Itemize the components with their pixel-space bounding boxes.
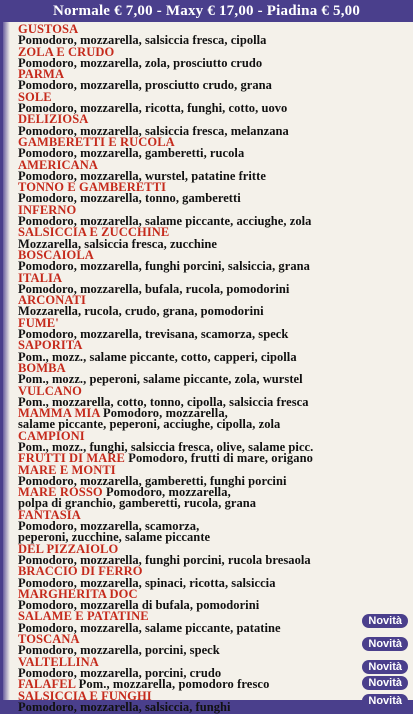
pizza-name-text: ZOLA E CRUDO bbox=[18, 44, 115, 59]
pizza-name-text: CAMPIONI bbox=[18, 428, 85, 443]
pizza-entry bbox=[18, 611, 410, 634]
price-header: Normale € 7,00 - Maxy € 17,00 - Piadina € 5,00 bbox=[0, 0, 413, 22]
pizza-entry bbox=[18, 654, 410, 680]
pizza-name-text: MAMMA MIA bbox=[18, 406, 100, 421]
pizza-description: Pomodoro, mozzarella, tonno, gamberetti bbox=[18, 191, 241, 206]
pizza-entry bbox=[18, 69, 410, 92]
pizza-description: Mozzarella, salsiccia fresca, zucchine bbox=[18, 236, 217, 251]
pizza-name-text: INFERNO bbox=[18, 202, 77, 217]
pizza-description: Pom., mozz., funghi, salsiccia fresca, olive, salame picc. bbox=[18, 439, 314, 454]
pizza-description: Pomodoro, mozzarella, porcini, crudo bbox=[18, 665, 222, 680]
pizza-entry bbox=[18, 202, 410, 229]
pizza-entry bbox=[18, 566, 410, 589]
pizza-list bbox=[18, 24, 410, 713]
novita-badge: Novità bbox=[362, 614, 408, 628]
pizza-entry bbox=[18, 247, 410, 274]
pizza-name-text: FRUTTI DI MARE bbox=[18, 451, 125, 466]
pizza-description: salame piccante, peperoni, acciughe, cipolla, zola bbox=[18, 417, 281, 432]
pizza-entry bbox=[18, 270, 410, 296]
pizza-description: Pomodoro, mozzarella, ricotta, funghi, cotto, uovo bbox=[18, 101, 288, 116]
pizza-description: Pomodoro, mozzarella, salsiccia fresca, melanzana bbox=[18, 123, 289, 138]
pizza-entry bbox=[18, 487, 410, 510]
pizza-entry bbox=[18, 157, 410, 183]
pizza-name-text: DEL PIZZAIOLO bbox=[18, 541, 119, 556]
novita-badge: Novità bbox=[362, 694, 408, 708]
pizza-name-text: ARCONATI bbox=[18, 293, 86, 308]
pizza-name-text: DELIZIOSA bbox=[18, 112, 89, 127]
pizza-description: Pomodoro, mozzarella, porcini, speck bbox=[18, 643, 220, 658]
pizza-name-text: VULCANO bbox=[18, 383, 82, 398]
pizza-name-text: SAPORITA bbox=[18, 338, 83, 353]
menu-paper bbox=[0, 22, 413, 714]
pizza-name-text: BOSCAIOLA bbox=[18, 247, 94, 262]
pizza-name-text: SOLE bbox=[18, 89, 52, 104]
pizza-entry bbox=[18, 507, 410, 545]
pizza-description: Pom., mozz., salame piccante, cotto, capperi, cipolla bbox=[18, 349, 297, 364]
pizza-description: Pomodoro, mozzarella, salame piccante, acciughe, zola bbox=[18, 214, 312, 229]
novita-badge: Novità bbox=[362, 637, 408, 651]
pizza-description: Pomodoro, mozzarella, zola, prosciutto crudo bbox=[18, 55, 263, 70]
pizza-name-text: GAMBERETTI E RUCOLA bbox=[18, 134, 175, 149]
pizza-description: polpa di granchio, gamberetti, rucola, grana bbox=[18, 496, 257, 511]
pizza-name-text: FALAFEL bbox=[18, 677, 76, 692]
pizza-name-text: MARE E MONTI bbox=[18, 462, 116, 477]
pizza-description: Pomodoro, mozzarella, scamorza, bbox=[18, 519, 200, 534]
pizza-description: Pomodoro, mozzarella, spinaci, ricotta, salsiccia bbox=[18, 575, 276, 590]
pizza-entry bbox=[18, 182, 410, 205]
pizza-entry bbox=[18, 634, 410, 657]
pizza-name-text: BOMBA bbox=[18, 360, 66, 375]
pizza-inline-description: Pomodoro, mozzarella, bbox=[105, 485, 231, 500]
pizza-description: Pomodoro, mozzarella, trevisana, scamorza, speck bbox=[18, 327, 289, 342]
pizza-name-text: SALSICCIA E FUNGHI bbox=[18, 688, 152, 703]
pizza-name-text: MARE ROSSO bbox=[18, 485, 103, 500]
pizza-entry bbox=[18, 315, 410, 342]
pizza-name-text: FUME' bbox=[18, 315, 59, 330]
pizza-inline-description: Pomodoro, frutti di mare, origano bbox=[128, 451, 313, 466]
pizza-entry bbox=[18, 586, 410, 613]
pizza-name-text: PARMA bbox=[18, 67, 65, 82]
pizza-name-text: BRACCIO DI FERRO bbox=[18, 564, 143, 579]
pizza-name-text: TOSCANA bbox=[18, 632, 80, 647]
pizza-description-continued: peperoni, zucchine, salame piccante bbox=[18, 530, 211, 545]
pizza-description: Mozzarella, rucola, crudo, grana, pomodorini bbox=[18, 304, 264, 319]
pizza-entry bbox=[18, 24, 410, 47]
pizza-entry bbox=[18, 428, 410, 454]
pizza-name-text: GUSTOSA bbox=[18, 22, 79, 36]
pizza-entry bbox=[18, 340, 410, 363]
pizza-entry bbox=[18, 383, 410, 409]
pizza-description: Pom., mozz., peperoni, salame piccante, zola, wurstel bbox=[18, 372, 303, 387]
novita-badge: Novità bbox=[362, 660, 408, 674]
pizza-entry bbox=[18, 114, 410, 137]
pizza-description: Pomodoro, mozzarella, salame piccante, patatine bbox=[18, 620, 281, 635]
pizza-entry bbox=[18, 134, 410, 161]
pizza-description: Pomodoro, mozzarella, wurstel, patatine fritte bbox=[18, 168, 266, 183]
pizza-entry bbox=[18, 541, 410, 567]
paper-edge bbox=[0, 22, 10, 700]
pizza-description: Pomodoro, mozzarella, bufala, rucola, pomodorini bbox=[18, 281, 290, 296]
pizza-name-text: SALSICCIA E ZUCCHINE bbox=[18, 225, 170, 240]
pizza-entry bbox=[18, 688, 410, 714]
pizza-description: Pomodoro, mozzarella, gamberetti, funghi porcini bbox=[18, 473, 287, 488]
pizza-name-text: ITALIA bbox=[18, 270, 63, 285]
pizza-name-text: FANTASIA bbox=[18, 507, 81, 522]
pizza-entry bbox=[18, 44, 410, 70]
pizza-entry bbox=[18, 462, 410, 488]
pizza-entry bbox=[18, 408, 410, 431]
pizza-description: Pomodoro, mozzarella, funghi porcini, salsiccia, grana bbox=[18, 259, 310, 274]
pizza-name-text: AMERICANA bbox=[18, 157, 99, 172]
pizza-description: Pomodoro, mozzarella, gamberetti, rucola bbox=[18, 146, 245, 161]
pizza-entry bbox=[18, 295, 410, 318]
pizza-description: Pomodoro, mozzarella, salsiccia, funghi bbox=[18, 699, 231, 714]
pizza-inline-description: Pom., mozzarella, pomodoro fresco bbox=[78, 677, 270, 692]
pizza-entry bbox=[18, 89, 410, 116]
pizza-description: Pomodoro, mozzarella, salsiccia fresca, cipolla bbox=[18, 33, 267, 48]
pizza-name-text: TONNO E GAMBERETTI bbox=[18, 180, 167, 195]
pizza-entry bbox=[18, 360, 410, 387]
pizza-description: Pomodoro, mozzarella, prosciutto crudo, grana bbox=[18, 78, 272, 93]
pizza-inline-description: Pomodoro, mozzarella, bbox=[103, 406, 228, 421]
novita-badge: Novità bbox=[362, 676, 408, 690]
pizza-name-text: VALTELLINA bbox=[18, 654, 99, 669]
pizza-entry bbox=[18, 227, 410, 250]
pizza-name-text: SALAME E PATATINE bbox=[18, 609, 149, 624]
pizza-description: Pom., mozzarella, cotto, tonno, cipolla, salsiccia fresca bbox=[18, 394, 309, 409]
pizza-description: Pomodoro, mozzarella di bufala, pomodorini bbox=[18, 598, 260, 613]
pizza-name-text: MARGHERITA DOC bbox=[18, 586, 138, 601]
pizza-description: Pomodoro, mozzarella, funghi porcini, rucola bresaola bbox=[18, 552, 311, 567]
